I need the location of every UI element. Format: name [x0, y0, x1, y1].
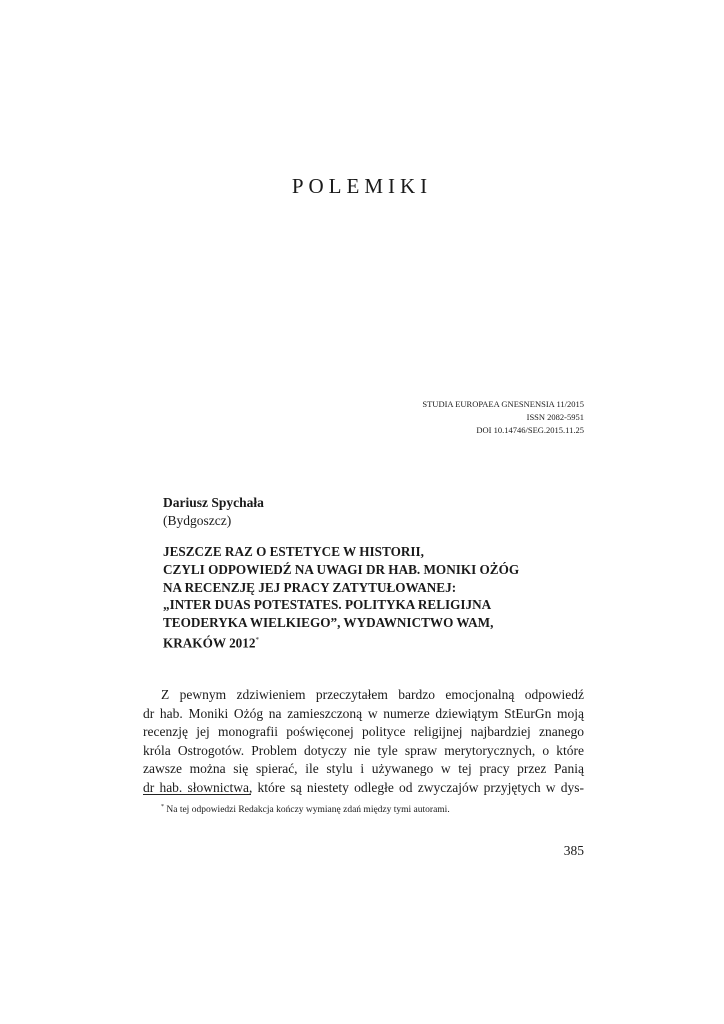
author-name: Dariusz Spychała: [163, 495, 264, 510]
author-block: [163, 494, 264, 530]
journal-metadata: [422, 398, 584, 437]
body-paragraph: [143, 686, 584, 798]
title-footnote-mark: *: [255, 635, 259, 644]
title-line: [163, 632, 583, 652]
body-line: dr hab. Moniki Ożóg na zamieszczoną w numerze dziewiątym StEurGn moją: [143, 705, 584, 721]
author-affiliation: (Bydgoszcz): [163, 513, 232, 528]
footnote-separator: [143, 794, 251, 795]
title-line: TEODERYKA WIELKIEGO”, WYDAWNICTWO WAM,: [163, 615, 494, 631]
title-last-line-text: KRAKÓW 2012: [163, 635, 256, 651]
body-line: recenzję jej monografii poświęconej polityce religijnej najbardziej znanego: [143, 724, 584, 740]
footnote: [161, 801, 450, 816]
title-line: „INTER DUAS POTESTATES. POLITYKA RELIGIJNA: [163, 597, 492, 613]
section-title: POLEMIKI: [291, 174, 433, 198]
journal-issn: ISSN 2082-5951: [526, 412, 584, 422]
body-line: zawsze można się spierać, ile stylu i używanego w tej pracy przez Panią: [143, 761, 584, 777]
journal-doi: DOI 10.14746/SEG.2015.11.25: [476, 425, 584, 435]
footnote-text: Na tej odpowiedzi Redakcja kończy wymianę zdań między tymi autorami.: [164, 805, 450, 816]
footnote-mark: *: [161, 804, 164, 810]
title-line: JESZCZE RAZ O ESTETYCE W HISTORII,: [163, 544, 424, 559]
body-line: Z pewnym zdziwieniem przeczytałem bardzo emocjonalną odpowiedź: [161, 687, 584, 702]
body-line: dr hab. słownictwa, które są niestety odległe od zwyczajów przyjętych w dys-: [143, 779, 584, 795]
page-number: 385: [563, 843, 584, 858]
title-line: NA RECENZJĘ JEJ PRACY ZATYTUŁOWANEJ:: [163, 579, 457, 595]
title-line: CZYLI ODPOWIEDŹ NA UWAGI DR HAB. MONIKI OŻÓG: [163, 561, 520, 577]
article-title: [163, 543, 583, 652]
journal-name-issue: STUDIA EUROPAEA GNESNENSIA 11/2015: [422, 399, 584, 409]
body-line: króla Ostrogotów. Problem dotyczy nie tyle spraw merytorycznych, o które: [143, 742, 584, 758]
